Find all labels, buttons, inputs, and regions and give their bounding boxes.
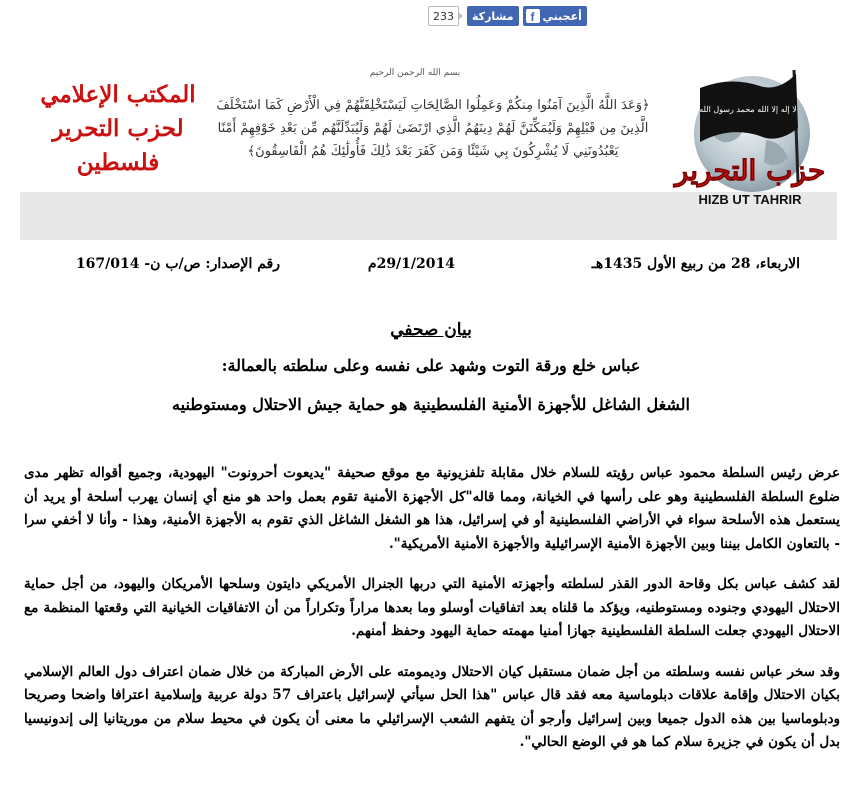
body-paragraph: وقد سخر عباس نفسه وسلطته من أجل ضمان مستقبل كيان الاحتلال وديمومته على الأرض المباركة من خلال ضمان اعتراف دول العالم الإسلامي بكيان الاحتلال وإقامة علاقات دبلوماسية معه فقد قال عباس "هذا الحل سيأتي لإسرائيل باعتراف 57 دولة عربية وإسلامية اعترافا واضحا وصريحا ودبلوماسيا بين هذه الدول جميعا وبين إسرائيل وأرجو أن يتفهم الشعب الإسرائيلي ما معنى أن يكون في محيط سلام من موريتانيا إلى إندونيسيا بدل أن يكون في جزيرة سلام كما هو في الوضع الحالي". — [24, 663, 840, 750]
body-paragraph: لقد كشف عباس بكل وقاحة الدور القذر لسلطته وأجهزته الأمنية التي دربها الجنرال الأمريكي دايتون وسلحها الأمريكان واليهود، من أجل حماية الاحتلال اليهودي وجنوده ومستوطنيه، ويؤكد ما قلناه بعد اتفاقيات أوسلو وما بعدها مراراً وتكراراً من أن الاتفاقيات الخيانية التي وقعتها المنظمة مع الاحتلال اليهودي جعلت السلطة الفلسطينية جهازا أمنيا مهمته حماية اليهود وحفظ أمنهم. — [24, 576, 840, 639]
gregorian-date: 29/1/2014م — [367, 256, 455, 272]
logo-arabic-text: حزب التحرير — [674, 154, 826, 187]
page-title: بيان صحفي — [390, 320, 472, 340]
like-label: أعجبني — [542, 9, 582, 23]
verse-line: يَعْبُدُونَنِي لَا يُشْرِكُونَ بِي شَيْئًا وَمَن كَفَرَ بَعْدَ ذَٰلِكَ فَأُولَٰئِكَ هُمُ الْفَاسِقُونَ﴾ — [247, 144, 619, 159]
hijri-date: الاربعاء، 28 من ربيع الأول 1435هـ — [591, 256, 800, 272]
verse-line: الَّذِينَ مِن قَبْلِهِمْ وَلَيُمَكِّنَنَّ لَهُمْ دِينَهُمُ الَّذِي ارْتَضَىٰ لَهُمْ وَلَيُبَدِّلَنَّهُم مِّن بَعْدِ خَوْفِهِمْ أَمْنًا — [217, 121, 649, 136]
hizb-ut-tahrir-logo — [670, 62, 832, 212]
social-bar — [428, 6, 587, 26]
subtitle-line-2: الشغل الشاغل للأجهزة الأمنية الفلسطينية هو حماية جيش الاحتلال ومستوطنيه — [172, 395, 690, 414]
media-office-title — [38, 78, 198, 180]
facebook-icon: f — [526, 9, 540, 23]
body-paragraph: عرض رئيس السلطة محمود عباس رؤيته للسلام خلال مقابلة تلفزيونية مع موقع صحيفة "يديعوت أحرونوت" اليهودية، وجميع أقواله تظهر مدى ضلوع السلطة الفلسطينية وهو على رأسها في الخيانة، ومما قاله"كل الأجهزة الأمنية تقوم بعمل واحد هو منع أي إنسان يهرب أسلحة أو يريد أن يستعمل هذه الأسلحة سواء في الأراضي الفلسطينية أو في إسرائيل، هذا هو الشغل الشاغل الذي تقوم به الأجهزة الأمنية، وهذا - وأنا لا أخفي سرا - بالتعاون الكامل بيننا وبين الأجهزة الأمنية الإسرائيلية والأجهزة الأمنية الأمريكية". — [24, 465, 840, 552]
header-banner — [20, 56, 837, 240]
release-meta — [40, 256, 800, 278]
verse-line: ﴿وَعَدَ اللَّهُ الَّذِينَ آمَنُوا مِنكُمْ وَعَمِلُوا الصَّالِحَاتِ لَيَسْتَخْلِفَنَّهُمْ فِي الْأَرْضِ كَمَا اسْتَخْلَفَ — [216, 98, 650, 113]
office-line: المكتب الإعلامي — [40, 81, 196, 108]
share-count: 233 — [428, 6, 459, 26]
office-line: لحزب التحرير — [52, 115, 184, 142]
like-button[interactable] — [523, 6, 587, 26]
logo-latin-text: HIZB UT TAHRIR — [698, 192, 802, 207]
subtitle-line-1: عباس خلع ورقة التوت وشهد على نفسه وعلى سلطته بالعمالة: — [221, 356, 641, 375]
issue-number: رقم الإصدار: ص/ب ن- 167/014 — [75, 256, 280, 272]
office-line: فلسطين — [76, 149, 160, 176]
article-body — [24, 462, 840, 772]
quran-verse — [198, 94, 668, 163]
basmala: بسم الله الرحمن الرحيم — [369, 68, 461, 78]
share-button[interactable]: مشاركة — [467, 6, 519, 26]
flag-text: لا إله إلا الله محمد رسول الله — [699, 105, 797, 114]
